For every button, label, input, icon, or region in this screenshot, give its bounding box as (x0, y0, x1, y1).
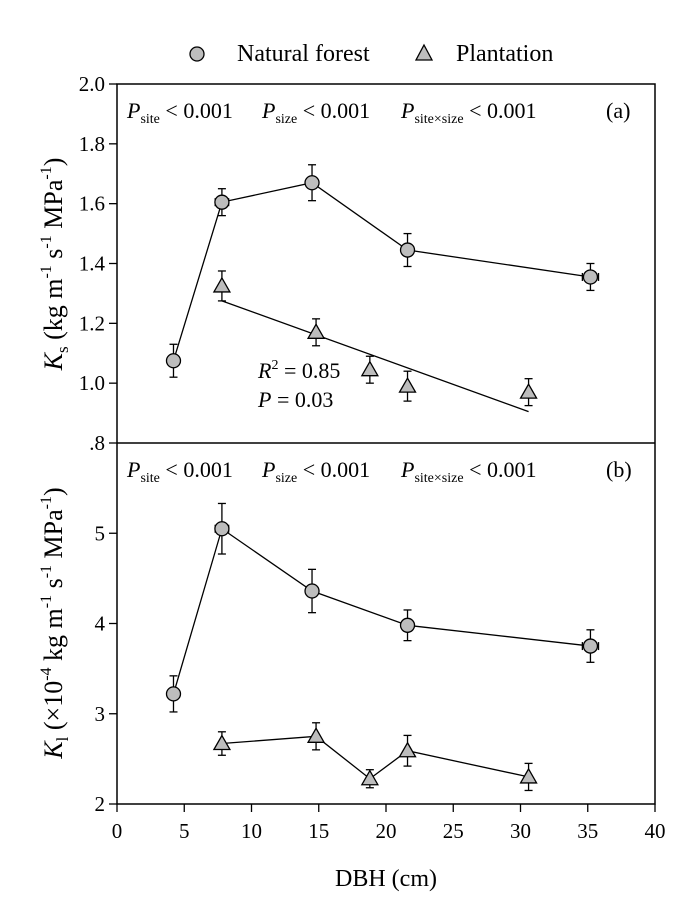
panel-b-stat-site: $P_{site} < 0.001$ (127, 457, 233, 486)
panel-b-stat-interaction: $P_{site\times size} < 0.001$ (401, 457, 537, 486)
panel-a-plantation-point-3 (400, 378, 416, 392)
panel-b-plantation-point-2 (362, 771, 378, 785)
panel-a-stats (126, 98, 630, 127)
panel-b-stat-size: $P_{size} < 0.001$ (262, 457, 371, 486)
panel-a-y-ticks (79, 72, 117, 443)
panel-a-natural-point-4 (583, 270, 597, 284)
legend-plantation-marker (416, 45, 432, 60)
panel-b-natural-point-3 (401, 618, 415, 632)
regression-r2: $R^2 = 0.85$ (258, 358, 341, 383)
x-tick-label-4: 20 (375, 819, 397, 843)
panel-a-ylabel: $K_s$ (kg $m^{-1}$ $s^{-1}$ MPa$^{-1}$) (38, 157, 72, 371)
x-tick-label-8: 40 (644, 819, 666, 843)
legend-natural-marker (190, 47, 204, 61)
panel-a-letter: (a) (606, 98, 631, 123)
panel-b-y-tick-label-0: 2 (94, 792, 105, 816)
panel-b-letter: (b) (606, 457, 632, 482)
x-axis-label: DBH (cm) (335, 866, 437, 892)
panel-a-plantation-point-1 (308, 324, 324, 338)
panel-b-natural-point-1 (215, 522, 229, 536)
panel-b-y-tick-label-3: 5 (94, 521, 105, 546)
panel-a-y-tick-label-0: 1.0 (78, 371, 105, 396)
legend (190, 41, 553, 67)
panel-b-natural-point-0 (166, 687, 180, 701)
panel-a-y-tick-label-4: 1.8 (78, 131, 105, 156)
panel-b-plantation-point-3 (400, 743, 416, 757)
panel-b-ylabel: $K_l$ ($\times 10^{-4}$ kg $m^{-1}$ $s^{-1}$ MPa$^{-1}$) (38, 487, 72, 759)
panel-a-plantation-point-0 (214, 278, 230, 292)
plot-frame (117, 84, 655, 804)
panel-b-stats (126, 457, 632, 486)
panel-a-stat-site: $P_{site} < 0.001$ (127, 98, 233, 127)
panel-a-plantation-point-4 (521, 384, 537, 398)
panel-b-plantation-line (222, 736, 529, 778)
panel-a-y-tick-label-3: 1.6 (78, 191, 105, 216)
panel-b-y-tick-label-2: 4 (94, 611, 105, 636)
panel-a-natural-point-2 (305, 176, 319, 190)
panel-b-natural-line (173, 529, 590, 694)
panel-a-marks (166, 165, 598, 412)
panel-a-y-tick-label-1: 1.2 (78, 311, 105, 336)
legend-natural-label: Natural forest (237, 41, 370, 67)
panel-a-bottom-tick-label: .8 (89, 431, 105, 455)
panel-b-natural-point-2 (305, 584, 319, 598)
panel-a-regression-label (257, 358, 340, 412)
panel-a-stat-size: $P_{size} < 0.001$ (262, 98, 371, 127)
panel-a-natural-point-3 (401, 243, 415, 257)
x-tick-label-3: 15 (308, 819, 330, 843)
panel-a-y-tick-label-5: 2.0 (78, 72, 105, 96)
panel-b-y-ticks (95, 521, 118, 816)
panel-b-marks (166, 503, 598, 790)
x-tick-label-1: 5 (179, 819, 190, 843)
panel-a-y-tick-label-2: 1.4 (78, 251, 105, 276)
panel-a-stat-interaction: $P_{site\times size} < 0.001$ (401, 98, 537, 127)
regression-p: P = 0.03 (258, 387, 334, 412)
x-tick-label-5: 25 (442, 819, 464, 843)
x-axis-ticks (112, 804, 666, 843)
legend-plantation-label: Plantation (456, 41, 554, 67)
panel-b-plantation-point-1 (308, 728, 324, 742)
panel-a-natural-point-1 (215, 195, 229, 209)
panel-a-natural-line (173, 183, 590, 361)
x-tick-label-6: 30 (510, 819, 531, 843)
x-tick-label-0: 0 (111, 819, 123, 843)
panel-b-y-tick-label-1: 3 (94, 701, 105, 726)
x-tick-label-2: 10 (241, 819, 262, 843)
panel-a-natural-point-0 (166, 354, 180, 368)
panel-a-plantation-point-2 (362, 362, 378, 376)
panel-b-natural-point-4 (583, 639, 597, 653)
x-tick-label-7: 35 (577, 819, 599, 843)
